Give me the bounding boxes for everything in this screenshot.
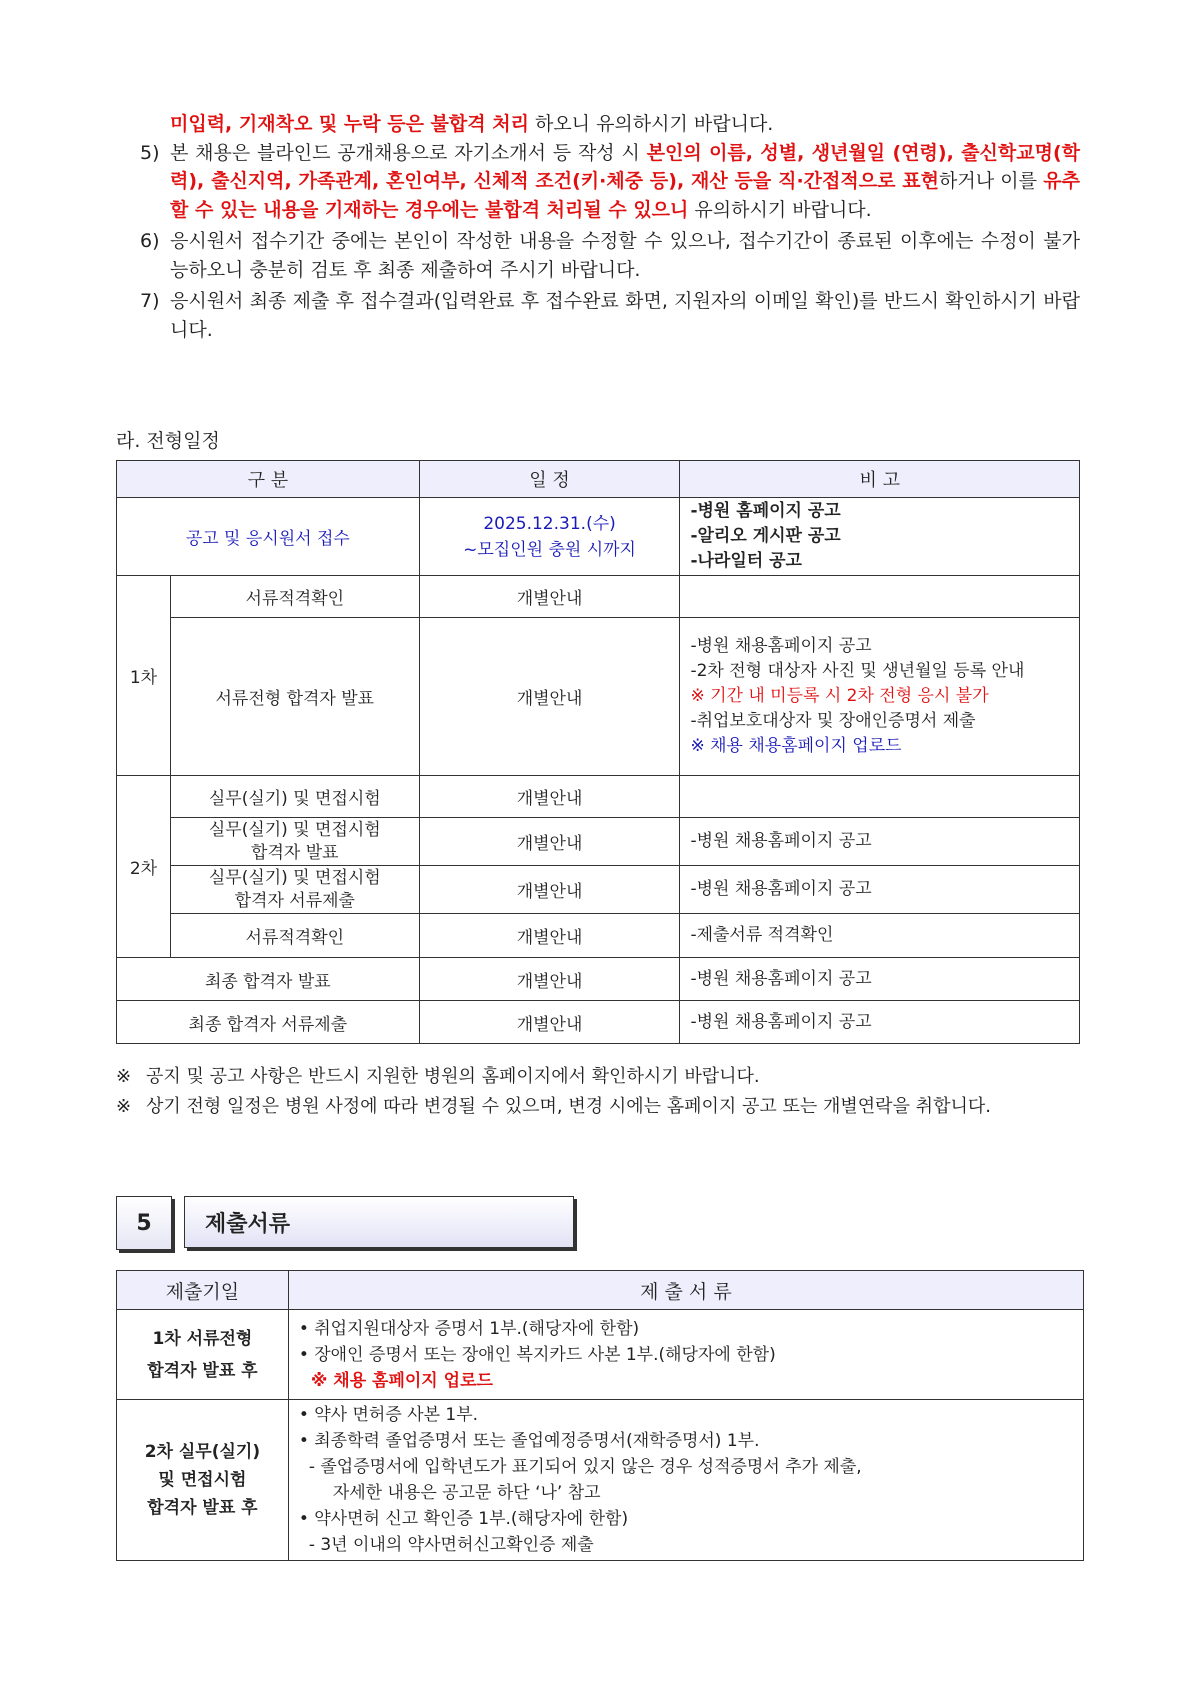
table-row — [117, 1400, 1084, 1561]
section-title-documents: 제출서류 — [184, 1196, 574, 1248]
section-title-schedule: 라. 전형일정 — [116, 430, 220, 452]
schedule-notes — [116, 1062, 1080, 1122]
row-documents: • 취업지원대상자 증명서 1부.(해당자에 한함) • 장애인 증명서 또는 장애인 복지카드 사본 1부.(해당자에 한함) ※ 채용 홈페이지 업로드 — [288, 1310, 1083, 1400]
stage-2-label: 2차 — [117, 776, 171, 958]
table-row — [117, 576, 1080, 618]
row-label: 1차 서류전형 합격자 발표 후 — [117, 1310, 289, 1400]
note-item: ※ 공지 및 공고 사항은 반드시 지원한 병원의 홈페이지에서 확인하시기 바랍니다. — [116, 1066, 760, 1087]
section-number-badge: 5 — [116, 1196, 172, 1250]
documents-table — [116, 1270, 1084, 1561]
header-documents: 제 출 서 류 — [288, 1271, 1083, 1310]
row-remarks — [680, 776, 1080, 818]
row-remarks: -병원 채용홈페이지 공고 — [680, 1001, 1080, 1044]
note-item: ※ 상기 전형 일정은 병원 사정에 따라 변경될 수 있으며, 변경 시에는 홈페이지 공고 또는 개별연락을 취합니다. — [116, 1096, 991, 1117]
row-remarks: -병원 채용홈페이지 공고 — [680, 958, 1080, 1001]
row-label: 실무(실기) 및 면접시험 합격자 발표 — [170, 818, 419, 866]
row-label: 서류전형 합격자 발표 — [170, 618, 419, 776]
note-5: 5) 본 채용은 블라인드 공개채용으로 자기소개서 등 작성 시 본인의 이름, 성별, 생년월일 (연령), 출신학교명(학력), 출신지역, 가족관계, 혼인여부, 신체적 조건(키·체중 등), 재산 등을 직·간접적으로 표현하거나 이를 유추할 수 있는 내용을 기재하는 경우에는 불합격 처리될 수 있으니 유의하시기 바랍니다. — [140, 141, 1080, 221]
row-date: 개별안내 — [419, 818, 680, 866]
row-label: 서류적격확인 — [170, 576, 419, 618]
table-row — [117, 776, 1080, 818]
table-row — [117, 914, 1080, 958]
header-category: 구 분 — [117, 461, 420, 498]
table-row — [117, 1001, 1080, 1044]
row-date: 개별안내 — [419, 1001, 680, 1044]
row-date: 개별안내 — [419, 914, 680, 958]
stage-1-label: 1차 — [117, 576, 171, 776]
header-deadline: 제출기일 — [117, 1271, 289, 1310]
table-header-row — [117, 461, 1080, 498]
table-row — [117, 818, 1080, 866]
row-label: 최종 합격자 서류제출 — [117, 1001, 420, 1044]
header-remarks: 비 고 — [680, 461, 1080, 498]
table-header-row — [117, 1271, 1084, 1310]
row-date: 개별안내 — [419, 776, 680, 818]
table-row — [117, 866, 1080, 914]
row-remarks: -병원 채용홈페이지 공고 — [680, 818, 1080, 866]
table-row — [117, 498, 1080, 576]
note-6: 6) 응시원서 접수기간 중에는 본인이 작성한 내용을 수정할 수 있으나, 접수기간이 종료된 이후에는 수정이 불가능하오니 충분히 검토 후 최종 제출하여 주시기 바랍니다. — [140, 230, 1080, 281]
row-label: 실무(실기) 및 면접시험 — [170, 776, 419, 818]
header-schedule: 일 정 — [419, 461, 680, 498]
row-remarks: -제출서류 적격확인 — [680, 914, 1080, 958]
notes-list — [140, 110, 1080, 344]
table-row — [117, 958, 1080, 1001]
row-remarks: -병원 채용홈페이지 공고 -2차 전형 대상자 사진 및 생년월일 등록 안내 ※ 기간 내 미등록 시 2차 전형 응시 불가 -취업보호대상자 및 장애인증명서 제출 ※ 채용 채용홈페이지 업로드 — [680, 618, 1080, 776]
row-date: 개별안내 — [419, 576, 680, 618]
row-label: 공고 및 응시원서 접수 — [117, 498, 420, 576]
row-remarks: -병원 홈페이지 공고 -알리오 게시판 공고 -나라일터 공고 — [680, 498, 1080, 576]
row-label: 서류적격확인 — [170, 914, 419, 958]
row-label: 2차 실무(실기) 및 면접시험 합격자 발표 후 — [117, 1400, 289, 1561]
row-label: 실무(실기) 및 면접시험 합격자 서류제출 — [170, 866, 419, 914]
row-remarks — [680, 576, 1080, 618]
row-documents: • 약사 면허증 사본 1부. • 최종학력 졸업증명서 또는 졸업예정증명서(재학증명서) 1부. - 졸업증명서에 입학년도가 표기되어 있지 않은 경우 성적증명서 추가 제출, 자세한 내용은 공고문 하단 ‘나’ 참고 • 약사면허 신고 확인증 1부.(해당자에 한함) - 3년 이내의 약사면허신고확인증 제출 — [288, 1400, 1083, 1561]
schedule-table — [116, 460, 1080, 1044]
row-date: 개별안내 — [419, 958, 680, 1001]
note-7: 7) 응시원서 최종 제출 후 접수결과(입력완료 후 접수완료 화면, 지원자의 이메일 확인)를 반드시 확인하시기 바랍니다. — [140, 290, 1080, 341]
table-row — [117, 1310, 1084, 1400]
table-row — [117, 618, 1080, 776]
row-date: 개별안내 — [419, 866, 680, 914]
row-label: 최종 합격자 발표 — [117, 958, 420, 1001]
row-date: 개별안내 — [419, 618, 680, 776]
note-4-continued: 미입력, 기재착오 및 누락 등은 불합격 처리 하오니 유의하시기 바랍니다. — [170, 113, 774, 135]
row-date: 2025.12.31.(수) ~모집인원 충원 시까지 — [419, 498, 680, 576]
row-remarks: -병원 채용홈페이지 공고 — [680, 866, 1080, 914]
